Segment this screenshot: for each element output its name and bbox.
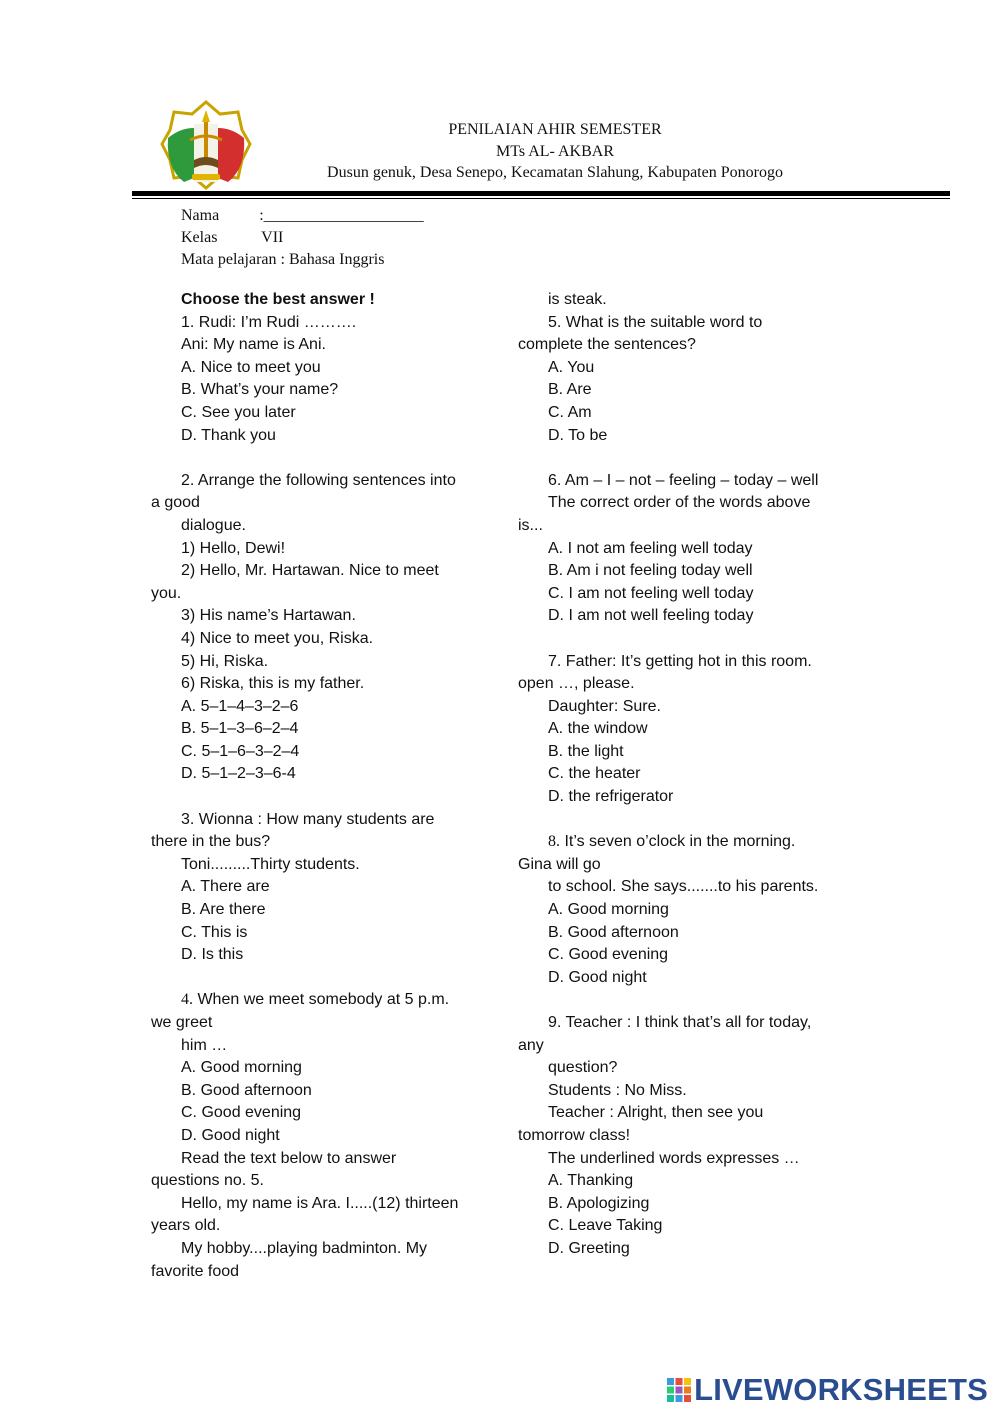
- option-5c: C. Am: [548, 403, 592, 421]
- instruction: Choose the best answer !: [181, 291, 375, 308]
- question-8: [518, 831, 848, 854]
- question-9: 9. Teacher : I think that’s all for today,: [548, 1014, 812, 1031]
- question-6: 6. Am – I – not – feeling – today – well: [548, 471, 819, 489]
- reading-instruction-line: questions no. 5.: [151, 1172, 264, 1190]
- reading-text: Hello, my name is Ara. I.....(12) thirteen: [181, 1194, 459, 1212]
- option-6b: B. Am i not feeling today well: [548, 562, 753, 580]
- option-1c: C. See you later: [181, 403, 296, 421]
- question-1: 1. Rudi: I’m Rudi ……….: [181, 313, 357, 331]
- question-4-line: him …: [181, 1036, 228, 1054]
- question-1-line: Ani: My name is Ani.: [181, 336, 326, 354]
- option-3a: A. There are: [181, 878, 270, 896]
- question-8-text: It’s seven o’clock in the morning.: [560, 833, 796, 851]
- dialogue-line: 4) Nice to meet you, Riska.: [181, 629, 374, 647]
- option-5a: A. You: [548, 358, 595, 376]
- school-address: Dusun genuk, Desa Senepo, Kecamatan Slahung, Kabupaten Ponorogo: [327, 164, 783, 181]
- name-field: Nama :____________________: [181, 207, 424, 224]
- question-7: 7. Father: It’s getting hot in this room.: [548, 652, 812, 670]
- option-3c: C. This is: [181, 923, 248, 941]
- option-9c: C. Leave Taking: [548, 1217, 663, 1235]
- dialogue-line: 6) Riska, this is my father.: [181, 675, 365, 693]
- option-4a: A. Good morning: [181, 1059, 302, 1077]
- option-8a: A. Good morning: [548, 901, 669, 919]
- question-2: 2. Arrange the following sentences into: [181, 471, 456, 489]
- question-7-line: Daughter: Sure.: [548, 697, 661, 715]
- dialogue-line: you.: [151, 584, 182, 602]
- option-2a: A. 5–1–4–3–2–6: [181, 697, 299, 715]
- question-9-line: any: [518, 1036, 544, 1054]
- option-7a: A. the window: [548, 720, 648, 738]
- school-logo: [160, 98, 252, 192]
- liveworksheets-brand: LIVEWORKSHEETS: [694, 1372, 988, 1407]
- header-divider-thin: [132, 198, 950, 199]
- question-8-line: Gina will go: [518, 855, 601, 873]
- question-8-line: to school. She says.......to his parents.: [548, 878, 819, 896]
- dialogue-line: 3) His name’s Hartawan.: [181, 607, 356, 625]
- question-4-text: When we meet somebody at 5 p.m.: [193, 991, 450, 1009]
- question-6-line: is...: [518, 516, 543, 534]
- header-divider-thick: [132, 191, 950, 196]
- option-9a: A. Thanking: [548, 1172, 634, 1190]
- question-2-line: dialogue.: [181, 516, 246, 534]
- option-2d: D. 5–1–2–3–6-4: [181, 765, 296, 783]
- question-5-line: complete the sentences?: [518, 336, 696, 354]
- reading-instruction: Read the text below to answer: [181, 1149, 397, 1167]
- option-8b: B. Good afternoon: [548, 923, 679, 941]
- question-7-line: open …, please.: [518, 675, 635, 693]
- question-9-line: The underlined words expresses …: [548, 1149, 800, 1167]
- option-3d: D. Is this: [181, 946, 244, 964]
- reading-text: My hobby....playing badminton. My: [181, 1239, 428, 1257]
- option-6c: C. I am not feeling well today: [548, 584, 754, 602]
- question-6-line: The correct order of the words above: [548, 494, 811, 512]
- question-4-number: 4.: [181, 991, 193, 1009]
- question-4-line: we greet: [151, 1014, 213, 1031]
- question-9-line: Teacher : Alright, then see you: [548, 1104, 764, 1122]
- option-3b: B. Are there: [181, 901, 266, 919]
- question-3: 3. Wionna : How many students are: [181, 810, 435, 828]
- option-8d: D. Good night: [548, 968, 647, 986]
- question-3-line: Toni.........Thirty students.: [181, 855, 360, 873]
- option-8c: C. Good evening: [548, 946, 669, 964]
- school-name: MTs AL- AKBAR: [495, 143, 614, 160]
- option-6a: A. I not am feeling well today: [548, 539, 753, 557]
- option-7c: C. the heater: [548, 765, 641, 783]
- question-9-line: tomorrow class!: [518, 1126, 631, 1144]
- option-4b: B. Good afternoon: [181, 1081, 312, 1099]
- option-1d: D. Thank you: [181, 426, 276, 444]
- dialogue-line: 1) Hello, Dewi!: [181, 539, 286, 557]
- question-5: 5. What is the suitable word to: [548, 313, 763, 331]
- question-2-line: a good: [151, 494, 200, 512]
- option-5b: B. Are: [548, 381, 592, 399]
- option-1b: B. What’s your name?: [181, 381, 339, 399]
- reading-text: is steak.: [548, 291, 607, 308]
- option-1a: A. Nice to meet you: [181, 358, 321, 376]
- option-4c: C. Good evening: [181, 1104, 302, 1122]
- question-8-number: 8.: [548, 833, 560, 851]
- reading-text: favorite food: [151, 1262, 240, 1280]
- option-2b: B. 5–1–3–6–2–4: [181, 720, 299, 738]
- dialogue-line: 2) Hello, Mr. Hartawan. Nice to meet: [181, 562, 439, 580]
- right-column: [518, 289, 848, 1261]
- liveworksheets-footer: [666, 1372, 988, 1408]
- option-5d: D. To be: [548, 426, 608, 444]
- liveworksheets-logo-icon: [666, 1377, 692, 1403]
- question-9-line: Students : No Miss.: [548, 1081, 687, 1099]
- option-6d: D. I am not well feeling today: [548, 607, 754, 625]
- exam-title: PENILAIAN AHIR SEMESTER: [448, 121, 662, 138]
- dialogue-line: 5) Hi, Riska.: [181, 652, 269, 670]
- option-7b: B. the light: [548, 742, 624, 760]
- option-9b: B. Apologizing: [548, 1194, 650, 1212]
- option-4d: D. Good night: [181, 1126, 280, 1144]
- left-column: [151, 289, 491, 1283]
- option-7d: D. the refrigerator: [548, 788, 674, 806]
- subject-field: Mata pelajaran : Bahasa Inggris: [181, 251, 385, 268]
- question-9-line: question?: [548, 1059, 618, 1077]
- option-9d: D. Greeting: [548, 1239, 630, 1257]
- question-4: [151, 989, 491, 1012]
- option-2c: C. 5–1–6–3–2–4: [181, 742, 300, 760]
- reading-text: years old.: [151, 1217, 221, 1235]
- class-field: Kelas VII: [181, 229, 284, 246]
- question-3-line: there in the bus?: [151, 833, 271, 851]
